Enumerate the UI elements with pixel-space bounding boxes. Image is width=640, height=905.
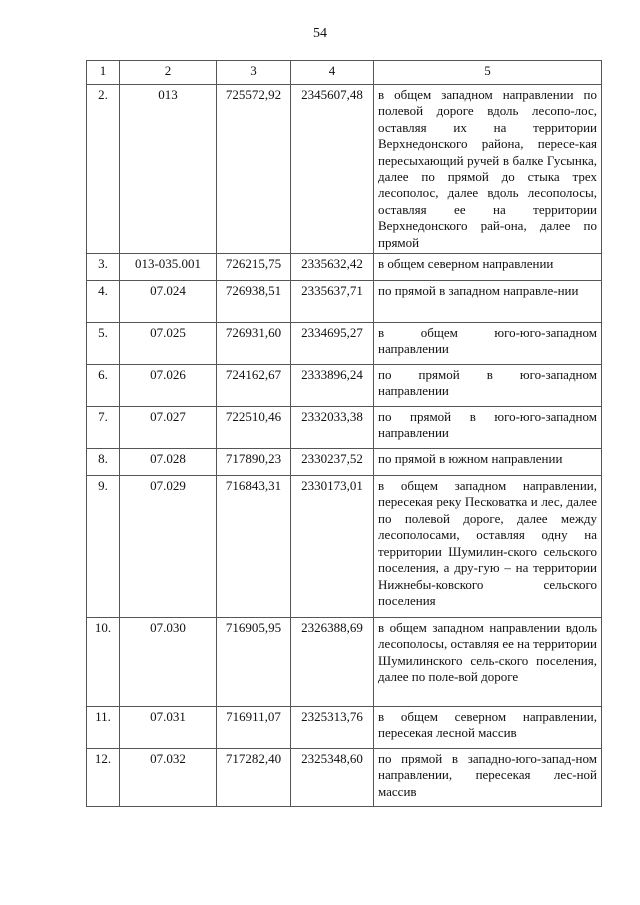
point-id: 013	[120, 85, 217, 254]
boundary-description: по прямой в южном направлении	[374, 449, 602, 476]
point-id: 07.025	[120, 323, 217, 365]
table-row	[87, 707, 602, 749]
coordinate-x: 726215,75	[217, 254, 291, 281]
coordinate-x: 717890,23	[217, 449, 291, 476]
coordinate-y: 2326388,69	[291, 618, 374, 707]
coordinate-x: 716905,95	[217, 618, 291, 707]
column-header-1: 1	[87, 61, 120, 85]
coordinate-y: 2330237,52	[291, 449, 374, 476]
row-number: 3.	[87, 254, 120, 281]
coordinate-x: 725572,92	[217, 85, 291, 254]
row-number: 12.	[87, 749, 120, 807]
row-number: 9.	[87, 476, 120, 618]
table-row	[87, 407, 602, 449]
row-number: 8.	[87, 449, 120, 476]
point-id: 07.024	[120, 281, 217, 323]
point-id: 013-035.001	[120, 254, 217, 281]
coordinate-y: 2333896,24	[291, 365, 374, 407]
boundary-description: по прямой в юго-юго-западном направлении	[374, 407, 602, 449]
boundary-description-table	[86, 60, 602, 807]
coordinate-y: 2334695,27	[291, 323, 374, 365]
coordinate-y: 2325348,60	[291, 749, 374, 807]
coordinate-y: 2332033,38	[291, 407, 374, 449]
boundary-description: в общем западном направлении по полевой дороге вдоль лесопо-лос, оставляя их на территории Верхнедонского района, пересе-кая пересыхающий ручей в балке Гусынка, далее по прямой до стыка трех лесополос, далее вдоль лесополосы, оставляя ее на территории Верхнедонского рай-она, далее по прямой	[374, 85, 602, 254]
point-id: 07.029	[120, 476, 217, 618]
boundary-description: в общем западном направлении, пересекая реку Песковатка и лес, далее по полевой дороге, далее между лесополосами, оставляя одну на территории Шумилин-ского сельского поселения, а дру-гую – на территории Нижнебы-ковского сельского поселения	[374, 476, 602, 618]
coordinate-x: 726938,51	[217, 281, 291, 323]
point-id: 07.032	[120, 749, 217, 807]
table-row	[87, 365, 602, 407]
coordinate-x: 717282,40	[217, 749, 291, 807]
row-number: 5.	[87, 323, 120, 365]
page-number: 54	[313, 26, 327, 41]
coordinate-x: 716911,07	[217, 707, 291, 749]
boundary-description: по прямой в юго-западном направлении	[374, 365, 602, 407]
coordinate-y: 2325313,76	[291, 707, 374, 749]
row-number: 7.	[87, 407, 120, 449]
table-row	[87, 476, 602, 618]
row-number: 4.	[87, 281, 120, 323]
table-row	[87, 85, 602, 254]
point-id: 07.028	[120, 449, 217, 476]
table-row	[87, 449, 602, 476]
coordinate-y: 2345607,48	[291, 85, 374, 254]
table-row	[87, 749, 602, 807]
point-id: 07.031	[120, 707, 217, 749]
coordinate-x: 724162,67	[217, 365, 291, 407]
boundary-description: по прямой в западном направле-нии	[374, 281, 602, 323]
column-header-4: 4	[291, 61, 374, 85]
boundary-description: в общем северном направлении, пересекая лесной массив	[374, 707, 602, 749]
coordinate-x: 716843,31	[217, 476, 291, 618]
table-header-row	[87, 61, 602, 85]
table-row	[87, 281, 602, 323]
point-id: 07.030	[120, 618, 217, 707]
row-number: 10.	[87, 618, 120, 707]
table-row	[87, 254, 602, 281]
boundary-description: в общем юго-юго-западном направлении	[374, 323, 602, 365]
boundary-description: в общем западном направлении вдоль лесополосы, оставляя ее на территории Шумилинского сель-ского поселения, далее по поле-вой дороге	[374, 618, 602, 707]
coordinate-y: 2335632,42	[291, 254, 374, 281]
row-number: 11.	[87, 707, 120, 749]
point-id: 07.027	[120, 407, 217, 449]
coordinate-x: 722510,46	[217, 407, 291, 449]
row-number: 2.	[87, 85, 120, 254]
column-header-5: 5	[374, 61, 602, 85]
point-id: 07.026	[120, 365, 217, 407]
column-header-2: 2	[120, 61, 217, 85]
row-number: 6.	[87, 365, 120, 407]
table-row	[87, 323, 602, 365]
boundary-description: в общем северном направлении	[374, 254, 602, 281]
coordinate-y: 2330173,01	[291, 476, 374, 618]
table-row	[87, 618, 602, 707]
coordinate-y: 2335637,71	[291, 281, 374, 323]
boundary-description: по прямой в западно-юго-запад-ном направлении, пересекая лес-ной массив	[374, 749, 602, 807]
coordinate-x: 726931,60	[217, 323, 291, 365]
column-header-3: 3	[217, 61, 291, 85]
